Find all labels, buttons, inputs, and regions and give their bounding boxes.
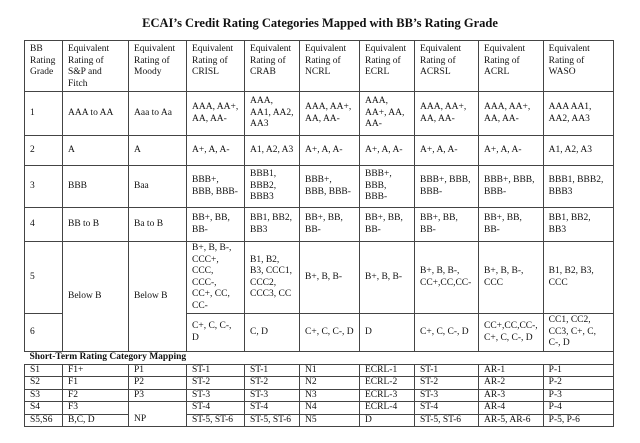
table-row [25, 92, 614, 136]
table-cell: Below B [63, 242, 129, 352]
short-term-section-title: Short-Term Rating Category Mapping [25, 352, 245, 365]
table-cell: Below B [129, 242, 187, 352]
table-cell: P-1 [543, 364, 613, 377]
table-cell: A+, A, A- [415, 136, 479, 166]
table-row [25, 136, 614, 166]
table-cell: BBB1, BBB2, BBB3 [245, 166, 300, 208]
table-cell: P-4 [543, 402, 613, 415]
table-cell: D [360, 414, 415, 427]
header-cell: Equivalent Rating of ACRSL [415, 41, 479, 92]
short-term-row [25, 389, 614, 402]
table-cell: S5,S6 [25, 414, 63, 427]
empty-cell [543, 352, 613, 365]
table-cell: P3 [129, 389, 187, 402]
table-cell: AAA AA1, AA2, AA3 [543, 92, 613, 136]
table-cell: D [360, 314, 415, 352]
table-cell: BBB+, BBB, BBB- [415, 166, 479, 208]
table-row [25, 242, 614, 314]
table-cell: NP [129, 414, 187, 427]
table-cell: BBB+, BBB, BBB- [300, 166, 360, 208]
table-cell: CC1, CC2, CC3, C+, C, C-, D [543, 314, 613, 352]
table-cell: C+, C, C-, D [415, 314, 479, 352]
table-cell: 2 [25, 136, 63, 166]
table-cell: P-5, P-6 [543, 414, 613, 427]
table-cell: ECRL-2 [360, 377, 415, 390]
table-cell: BB+, BB, BB- [479, 208, 544, 242]
table-cell: S4 [25, 402, 63, 415]
table-cell: F2 [63, 389, 129, 402]
empty-cell [245, 352, 300, 365]
short-term-row [25, 377, 614, 390]
header-cell: BB Rating Grade [25, 41, 63, 92]
table-cell: S1 [25, 364, 63, 377]
table-cell: A+, A, A- [479, 136, 544, 166]
table-cell: AAA, AA+, AA, AA- [415, 92, 479, 136]
table-cell: ST-4 [187, 402, 245, 415]
table-cell: BB+, BB, BB- [300, 208, 360, 242]
rating-mapping-table [24, 40, 614, 427]
header-cell: Equivalent Rating of S&P and Fitch [63, 41, 129, 92]
table-cell: ST-5, ST-6 [415, 414, 479, 427]
empty-cell [415, 352, 479, 365]
table-cell: P-3 [543, 389, 613, 402]
table-cell: ECRL-1 [360, 364, 415, 377]
table-cell: ST-2 [187, 377, 245, 390]
table-cell: AR-4 [479, 402, 544, 415]
section-title-row [25, 352, 614, 365]
table-cell: AR-3 [479, 389, 544, 402]
header-row [25, 41, 614, 92]
table-row [25, 166, 614, 208]
header-cell: Equivalent Rating of Moody [129, 41, 187, 92]
table-cell: AAA, AA+, AA, AA- [479, 92, 544, 136]
table-cell: ST-3 [245, 389, 300, 402]
table-cell: CC+,CC,CC-, C+, C, C-, D [479, 314, 544, 352]
table-cell: BB+, BB, BB- [360, 208, 415, 242]
table-cell: F1+ [63, 364, 129, 377]
header-cell: Equivalent Rating of ACRL [479, 41, 544, 92]
table-cell: ECRL-4 [360, 402, 415, 415]
table-cell: Baa [129, 166, 187, 208]
table-cell: ST-5, ST-6 [187, 414, 245, 427]
table-row [25, 208, 614, 242]
page-title: ECAI’s Credit Rating Categories Mapped with BB’s Rating Grade [142, 16, 498, 30]
table-cell: ST-4 [245, 402, 300, 415]
table-cell: BBB+, BBB, BBB- [360, 166, 415, 208]
header-cell: Equivalent Rating of NCRL [300, 41, 360, 92]
table-cell: AR-2 [479, 377, 544, 390]
table-cell: ST-3 [415, 389, 479, 402]
header-cell: Equivalent Rating of WASO [543, 41, 613, 92]
table-cell: ST-4 [415, 402, 479, 415]
table-cell: AR-1 [479, 364, 544, 377]
table-cell: 6 [25, 314, 63, 352]
table-cell: B,C, D [63, 414, 129, 427]
table-cell: ST-3 [187, 389, 245, 402]
table-cell: AAA, AA+, AA, AA- [187, 92, 245, 136]
table-cell: AR-5, AR-6 [479, 414, 544, 427]
table-cell: 4 [25, 208, 63, 242]
table-cell [129, 402, 187, 415]
table-cell: B+, B, B-, CCC+, CCC, CCC-, CC+, CC, CC- [187, 242, 245, 314]
table-cell: F3 [63, 402, 129, 415]
table-cell: A+, A, A- [187, 136, 245, 166]
table-cell: F1 [63, 377, 129, 390]
table-cell: BBB+, BBB, BBB- [479, 166, 544, 208]
table-cell: A [63, 136, 129, 166]
table-cell: BBB1, BBB2, BBB3 [543, 166, 613, 208]
short-term-row [25, 402, 614, 415]
table-cell: AAA, AA+, AA, AA- [360, 92, 415, 136]
table-cell: BB to B [63, 208, 129, 242]
table-cell: ST-1 [187, 364, 245, 377]
table-cell: A [129, 136, 187, 166]
empty-cell [360, 352, 415, 365]
table-cell: AAA, AA1, AA2, AA3 [245, 92, 300, 136]
table-cell: ST-5, ST-6 [245, 414, 300, 427]
table-cell: Ba to B [129, 208, 187, 242]
header-cell: Equivalent Rating of CRAB [245, 41, 300, 92]
table-cell: ECRL-3 [360, 389, 415, 402]
table-cell: A1, A2, A3 [543, 136, 613, 166]
table-cell: BBB [63, 166, 129, 208]
table-cell: BB1, BB2, BB3 [543, 208, 613, 242]
table-cell: N1 [300, 364, 360, 377]
table-cell: B+, B, B-, CCC [479, 242, 544, 314]
header-cell: Equivalent Rating of ECRL [360, 41, 415, 92]
table-cell: P1 [129, 364, 187, 377]
table-cell: P2 [129, 377, 187, 390]
short-term-row [25, 364, 614, 377]
table-cell: N3 [300, 389, 360, 402]
table-cell: C+, C, C-, D [300, 314, 360, 352]
table-cell: BB1, BB2, BB3 [245, 208, 300, 242]
table-cell: N4 [300, 402, 360, 415]
empty-cell [300, 352, 360, 365]
table-cell: ST-1 [415, 364, 479, 377]
table-cell: AAA, AA+, AA, AA- [300, 92, 360, 136]
table-cell: C+, C, C-, D [187, 314, 245, 352]
table-cell: P-2 [543, 377, 613, 390]
table-cell: A+, A, A- [300, 136, 360, 166]
table-cell: N2 [300, 377, 360, 390]
table-cell: 5 [25, 242, 63, 314]
table-cell: B1, B2, B3, CCC1, CCC2, CCC3, CC [245, 242, 300, 314]
table-cell: B1, B2, B3, CCC [543, 242, 613, 314]
table-cell: B+, B, B- [360, 242, 415, 314]
table-cell: S3 [25, 389, 63, 402]
table-cell: ST-2 [245, 377, 300, 390]
table-cell: AAA to AA [63, 92, 129, 136]
empty-cell [479, 352, 544, 365]
table-cell: ST-1 [245, 364, 300, 377]
table-cell: 1 [25, 92, 63, 136]
table-cell: BB+, BB, BB- [415, 208, 479, 242]
table-cell: BB+, BB, BB- [187, 208, 245, 242]
table-cell: 3 [25, 166, 63, 208]
table-cell: Aaa to Aa [129, 92, 187, 136]
short-term-row [25, 414, 614, 427]
table-cell: S2 [25, 377, 63, 390]
table-cell: C, D [245, 314, 300, 352]
table-cell: ST-2 [415, 377, 479, 390]
table-cell: A1, A2, A3 [245, 136, 300, 166]
table-cell: B+, B, B-, CC+,CC,CC- [415, 242, 479, 314]
header-cell: Equivalent Rating of CRISL [187, 41, 245, 92]
table-cell: B+, B, B- [300, 242, 360, 314]
table-cell: N5 [300, 414, 360, 427]
table-cell: A+, A, A- [360, 136, 415, 166]
table-cell: BBB+, BBB, BBB- [187, 166, 245, 208]
